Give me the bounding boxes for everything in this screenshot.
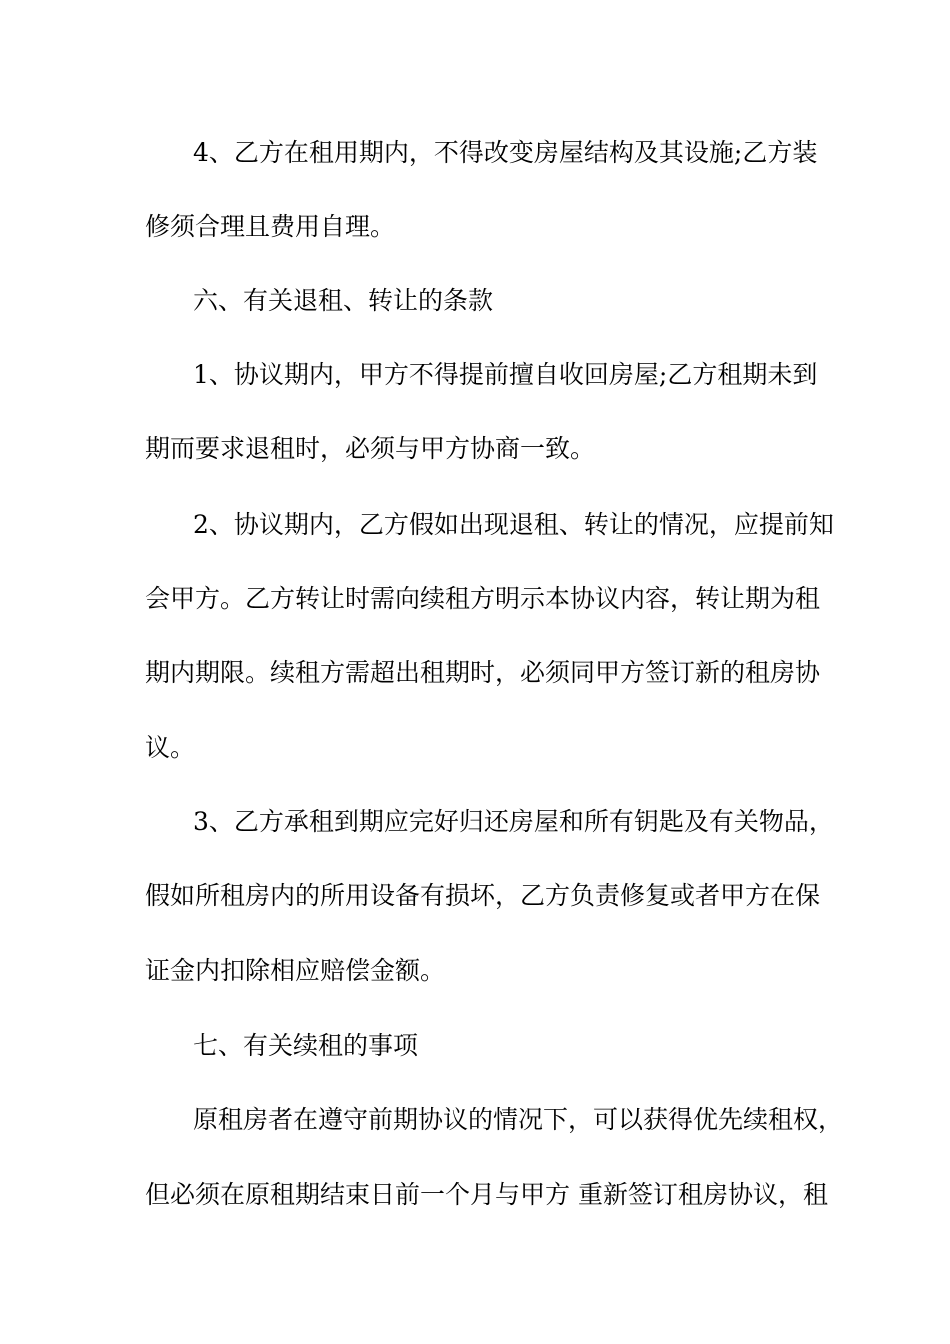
section-heading: 六、有关退租、转让的条款 [193,286,494,315]
text-line: 会甲方。乙方转让时需向续租方明示本协议内容，转让期为租 [145,584,821,613]
text-line: 原租房者在遵守前期协议的情况下，可以获得优先续租权， [193,1105,844,1134]
text-line: 修须合理且费用自理。 [145,212,396,241]
text-line: 议。 [145,733,196,762]
section-heading: 七、有关续租的事项 [193,1031,419,1060]
text-line: 3、乙方承租到期应完好归还房屋和所有钥匙及有关物品， [193,807,834,836]
text-line: 4、乙方在租用期内，不得改变房屋结构及其设施;乙方装 [193,138,818,167]
text-line: 期内期限。续租方需超出租期时，必须同甲方签订新的租房协 [145,658,821,687]
text-line: 1、协议期内，甲方不得提前擅自收回房屋;乙方租期未到 [193,360,818,389]
text-line: 2、协议期内，乙方假如出现退租、转让的情况，应提前知 [193,510,834,539]
text-line: 但必须在原租期结束日前一个月与甲方 重新签订租房协议，租 [145,1180,828,1209]
text-line: 假如所租房内的所用设备有损坏，乙方负责修复或者甲方在保 [145,881,821,910]
text-line: 证金内扣除相应赔偿金额。 [145,956,446,985]
text-line: 期而要求退租时，必须与甲方协商一致。 [145,434,596,463]
